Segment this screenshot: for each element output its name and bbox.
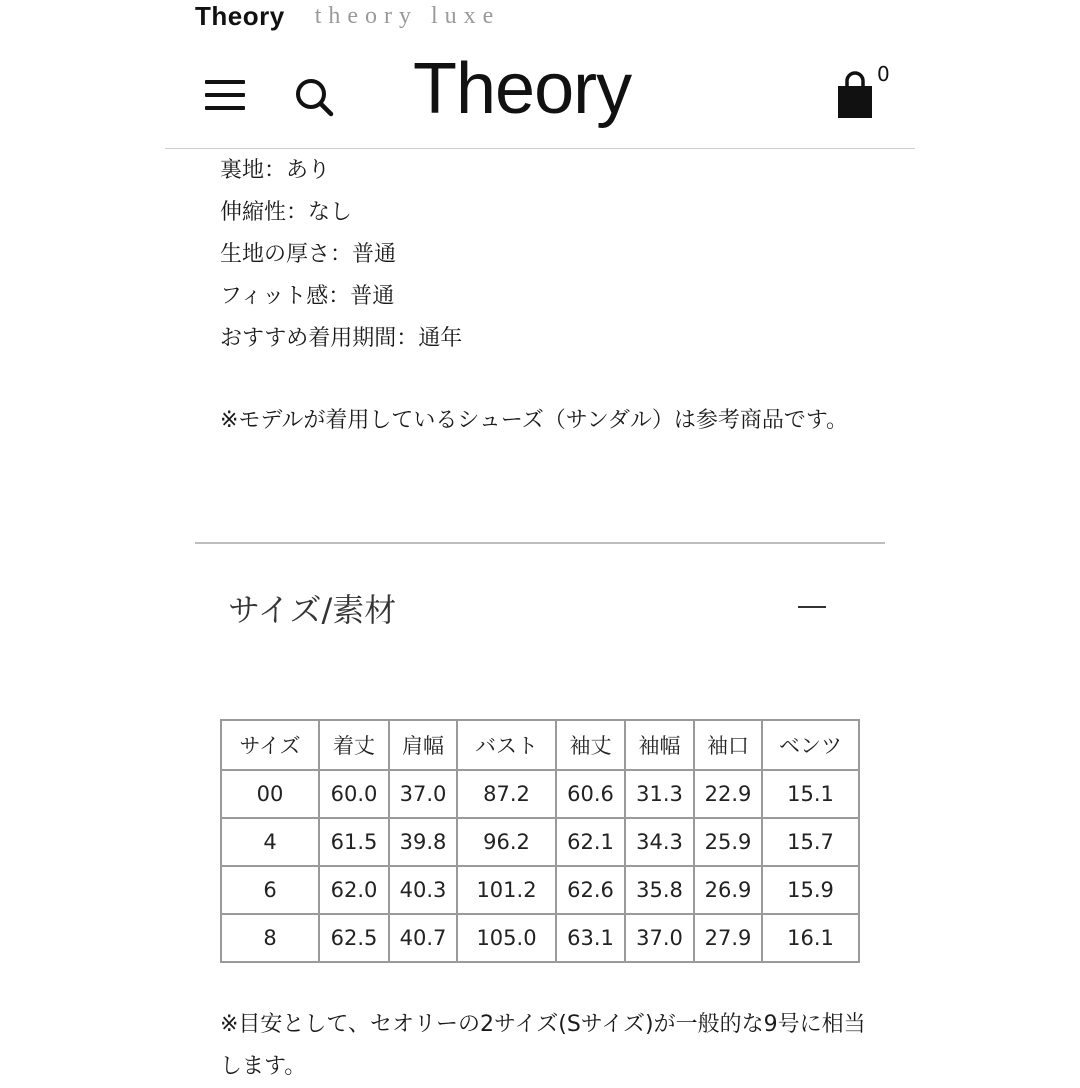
cell: 40.7 (389, 914, 457, 962)
cell: 96.2 (457, 818, 556, 866)
cell: 16.1 (762, 914, 859, 962)
brand-switcher (195, 0, 500, 32)
cell: 31.3 (625, 770, 694, 818)
cart-count-badge: 0 (877, 62, 890, 86)
spec-stretch: 伸縮性：なし (220, 200, 353, 225)
cell: 15.9 (762, 866, 859, 914)
cell: 60.0 (319, 770, 389, 818)
site-header (165, 40, 915, 149)
cell: 63.1 (556, 914, 625, 962)
spec-thickness: 生地の厚さ：普通 (220, 242, 397, 267)
table-row (221, 770, 859, 818)
cell: 87.2 (457, 770, 556, 818)
section-divider (195, 542, 885, 544)
header-cuff: 袖口 (694, 720, 762, 770)
size-equivalence-note: ※目安として、セオリーの2サイズ(Sサイズ)が一般的な9号に相当します。 (220, 1012, 866, 1079)
cell: 40.3 (389, 866, 457, 914)
cell-size: 6 (221, 866, 319, 914)
header-vent: ベンツ (762, 720, 859, 770)
table-row (221, 914, 859, 962)
cell: 35.8 (625, 866, 694, 914)
header-length: 着丈 (319, 720, 389, 770)
cell: 61.5 (319, 818, 389, 866)
cell-size: 00 (221, 770, 319, 818)
header-bust: バスト (457, 720, 556, 770)
table-row (221, 818, 859, 866)
cell: 15.7 (762, 818, 859, 866)
shopping-bag-icon[interactable] (835, 70, 875, 120)
header-shoulder: 肩幅 (389, 720, 457, 770)
cell: 27.9 (694, 914, 762, 962)
brand-link-theory[interactable]: Theory (195, 0, 285, 31)
size-table (220, 719, 860, 963)
menu-icon[interactable] (205, 78, 245, 112)
site-logo[interactable]: Theory (413, 49, 632, 129)
spec-fit: フィット感：普通 (220, 284, 395, 309)
brand-link-theory-luxe[interactable]: theory luxe (314, 2, 501, 29)
cell: 25.9 (694, 818, 762, 866)
cell: 62.6 (556, 866, 625, 914)
cell: 105.0 (457, 914, 556, 962)
spec-lining: 裏地：あり (220, 158, 331, 183)
cell: 60.6 (556, 770, 625, 818)
cell: 15.1 (762, 770, 859, 818)
cell: 26.9 (694, 866, 762, 914)
shoes-note: ※モデルが着用しているシューズ（サンダル）は参考商品です。 (220, 408, 849, 433)
cell: 62.0 (319, 866, 389, 914)
cell: 101.2 (457, 866, 556, 914)
product-spec-list (220, 150, 462, 360)
search-icon[interactable] (293, 76, 337, 120)
cell-size: 8 (221, 914, 319, 962)
collapse-icon[interactable] (798, 606, 826, 608)
cell: 22.9 (694, 770, 762, 818)
cell: 62.1 (556, 818, 625, 866)
table-header-row (221, 720, 859, 770)
cell: 62.5 (319, 914, 389, 962)
header-size: サイズ (221, 720, 319, 770)
spec-season: おすすめ着用期間：通年 (220, 326, 463, 351)
cell: 37.0 (389, 770, 457, 818)
header-sleeve-length: 袖丈 (556, 720, 625, 770)
cell: 37.0 (625, 914, 694, 962)
header-sleeve-width: 袖幅 (625, 720, 694, 770)
table-row (221, 866, 859, 914)
cell: 39.8 (389, 818, 457, 866)
cell-size: 4 (221, 818, 319, 866)
cell: 34.3 (625, 818, 694, 866)
size-material-accordion-title[interactable]: サイズ/素材 (228, 591, 397, 629)
